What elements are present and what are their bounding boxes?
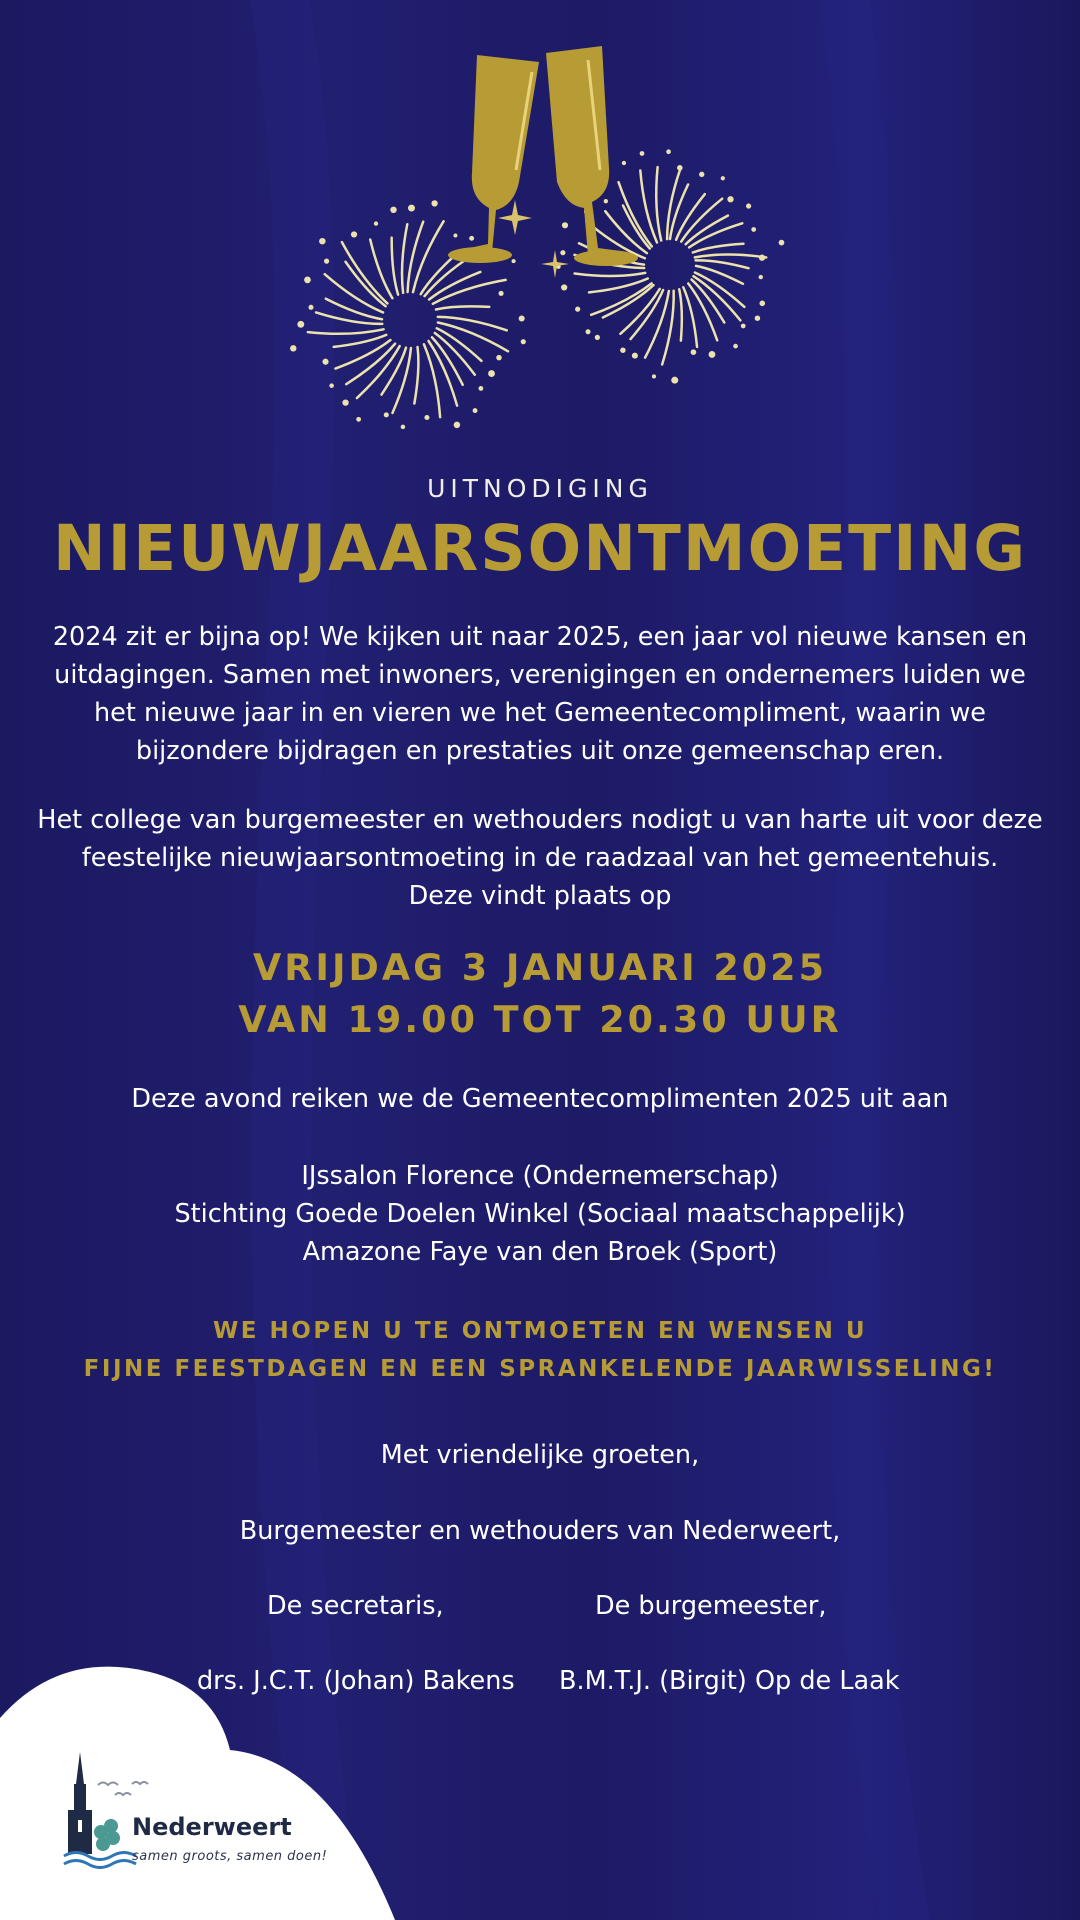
closing-sender: Burgemeester en wethouders van Nederweert,: [239, 1516, 841, 1546]
invitation-line: feestelijke nieuwjaarsontmoeting in de raadzaal van het gemeentehuis.: [81, 843, 999, 873]
intro-line: 2024 zit er bijna op! We kijken uit naar 2025, een jaar vol nieuwe kansen en: [52, 622, 1028, 652]
wish-line-1: WE HOPEN U TE ONTMOETEN EN WENSEN U: [212, 1318, 868, 1344]
award-item: Amazone Faye van den Broek (Sport): [302, 1237, 778, 1267]
intro-line: bijzondere bijdragen en prestaties uit onze gemeenschap eren.: [135, 736, 945, 766]
champagne-glass-left-icon: [448, 55, 539, 263]
mayor-role: De burgemeester,: [595, 1591, 827, 1621]
logo-badge: [0, 1660, 400, 1920]
awards-list: [0, 1157, 1080, 1271]
page-title: NIEUWJAARSONTMOETING: [52, 512, 1028, 585]
champagne-fireworks-illustration: [270, 30, 810, 450]
award-item: IJssalon Florence (Ondernemerschap): [301, 1161, 779, 1191]
logo-name: Nederweert: [132, 1813, 292, 1841]
secretary-name: drs. J.C.T. (Johan) Bakens: [197, 1666, 515, 1696]
intro-line: het nieuwe jaar in en vieren we het Gemeentecompliment, waarin we: [93, 698, 986, 728]
closing-greeting: Met vriendelijke groeten,: [380, 1440, 700, 1470]
secretary-role: De secretaris,: [267, 1591, 444, 1621]
wishes: [0, 1312, 1080, 1388]
award-item: Stichting Goede Doelen Winkel (Sociaal maatschappelijk): [174, 1199, 906, 1229]
invitation-line: Het college van burgemeester en wethouders nodigt u van harte uit voor deze: [37, 805, 1043, 835]
intro-line: uitdagingen. Samen met inwoners, verenigingen en ondernemers luiden we: [54, 660, 1026, 690]
invitation-paragraph: [30, 801, 1050, 915]
invitation-kicker: UITNODIGING: [427, 474, 653, 503]
wish-line-2: FIJNE FEESTDAGEN EN EEN SPRANKELENDE JAARWISSELING!: [83, 1356, 997, 1382]
awards-intro: Deze avond reiken we de Gemeentecomplimenten 2025 uit aan: [131, 1084, 949, 1114]
mayor-name: B.M.T.J. (Birgit) Op de Laak: [559, 1666, 900, 1696]
event-date: VRIJDAG 3 JANUARI 2025: [253, 946, 827, 989]
event-datetime: [0, 942, 1080, 1046]
logo-tagline: samen groots, samen doen!: [132, 1849, 328, 1864]
event-time: VAN 19.00 TOT 20.30 UUR: [238, 998, 842, 1041]
invitation-line: Deze vindt plaats op: [408, 881, 672, 911]
intro-paragraph: [40, 618, 1040, 770]
